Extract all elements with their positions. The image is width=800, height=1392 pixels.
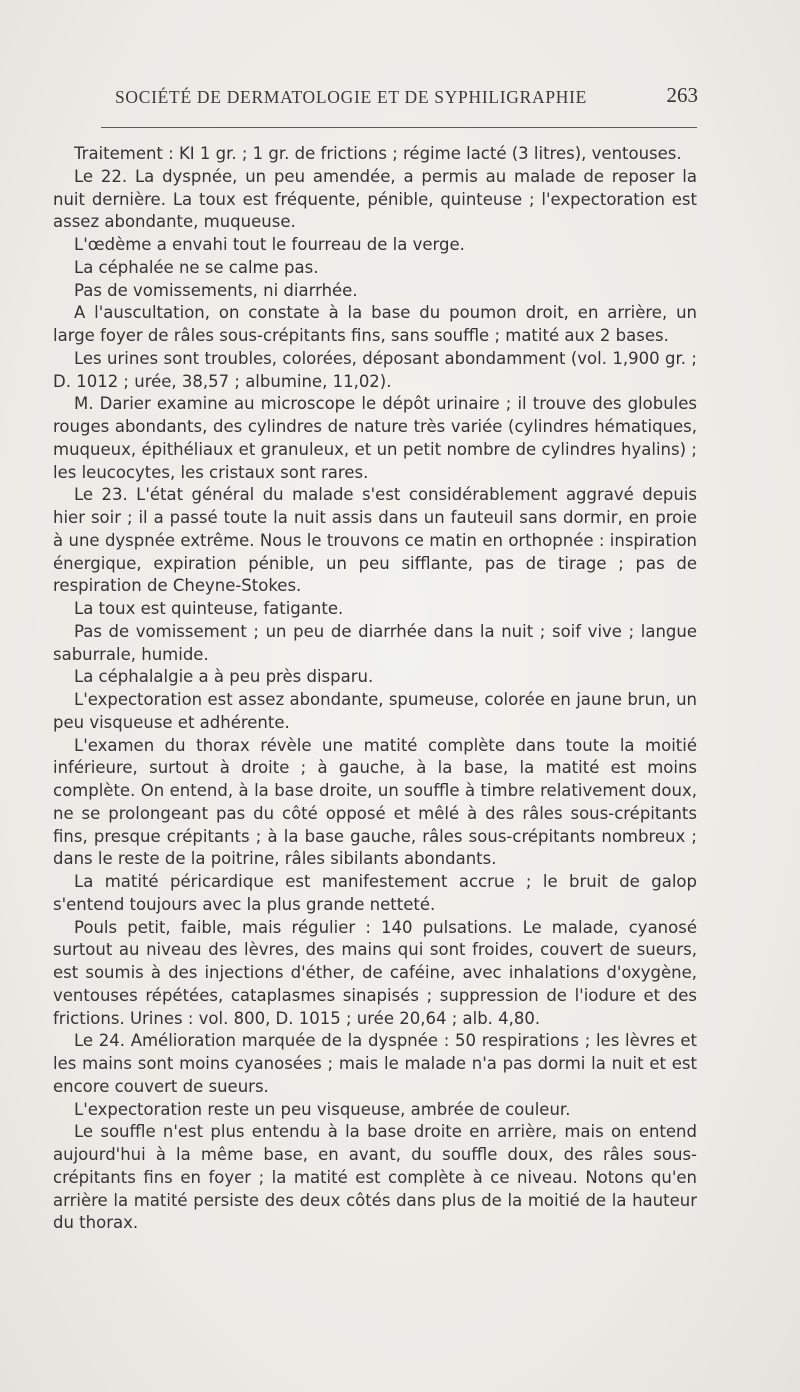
paragraph-matite-pericardique: La matité péricardique est manifestement accrue ; le bruit de galop s'entend toujours avec la plus grande netteté. [53,872,697,914]
paragraph-urines: Les urines sont troubles, colorées, déposant abondamment (vol. 1,900 gr. ; D. 1012 ; urée, 38,57 ; albumine, 11,02). [53,348,697,391]
paragraph-expectoration: L'expectoration est assez abondante, spumeuse, colorée en jaune brun, un peu visqueuse et adhérente. [53,690,697,732]
paragraph-day-22: Le 22. La dyspnée, un peu amendée, a permis au malade de reposer la nuit dernière. La toux est fréquente, pénible, quinteuse ; l'expectoration est assez abondante, muqueuse. [53,166,697,232]
paragraph-vomissement-diarrhee: Pas de vomissement ; un peu de diarrhée dans la nuit ; soif vive ; langue saburrale, humide. [53,621,697,664]
paragraph-expectoration-ambree: L'expectoration reste un peu visqueuse, ambrée de couleur. [74,1099,571,1119]
header-rule [101,127,697,128]
paragraph-oedema: L'œdème a envahi tout le fourreau de la verge. [74,235,465,254]
paragraph-toux: La toux est quinteuse, fatigante. [74,599,344,618]
paragraph-cephalalgie: La céphalalgie a à peu près disparu. [74,667,374,687]
body-text [53,143,697,1235]
page-number: 263 [666,83,698,107]
paragraph-day-23: Le 23. L'état général du malade s'est considérablement aggravé depuis hier soir ; il a passé toute la nuit assis dans un fauteuil sans dormir, en proie à une dyspnée extrême. Nous le trouvons ce matin en orthopnée : inspiration énergique, expiration pénible, un peu sifflante, pas de tirage ; pas de respiration de Cheyne-Stokes. [53,485,697,596]
paragraph-examen-thorax: L'examen du thorax révèle une matité complète dans toute la moitié inférieure, surtout à droite ; à gauche, à la base, la matité est moins complète. On entend, à la base droite, un souffle à timbre relativement doux, ne se prolongeant pas du côté opposé et mêlé à des râles sous-crépitants fins, presque crépitants ; à la base gauche, râles sous-crépitants nombreux ; dans le reste de la poitrine, râles sibilants abondants. [53,735,697,869]
paragraph-auscultation: A l'auscultation, on constate à la base du poumon droit, en arrière, un large foyer de râles sous-crépitants fins, sans souffle ; matité aux 2 bases. [53,303,697,345]
page-header [115,83,698,113]
paragraph-treatment: Traitement : KI 1 gr. ; 1 gr. de frictions ; régime lacté (3 litres), ventouses. [74,144,682,163]
paragraph-vomissements: Pas de vomissements, ni diarrhée. [74,280,358,300]
paragraph-souffle: Le souffle n'est plus entendu à la base droite en arrière, mais on entend aujourd'hui à la même base, en avant, du souffle doux, des râles sous-crépitants fins en foyer ; la matité est complète à ce niveau. Notons qu'en arrière la matité persiste des deux côtés dans plus de la moitié de la hauteur du thorax. [53,1122,697,1233]
paragraph-microscope: M. Darier examine au microscope le dépôt urinaire ; il trouve des globules rouges abondants, des cylindres de nature très variée (cylindres hématiques, muqueux, épithéliaux et granuleux, et un petit nombre de cylindres hyalins) ; les leucocytes, les cristaux sont rares. [53,394,697,482]
running-title: SOCIÉTÉ DE DERMATOLOGIE ET DE SYPHILIGRAPHIE [115,87,588,107]
paragraph-pouls: Pouls petit, faible, mais régulier : 140 pulsations. Le malade, cyanosé surtout au niveau des lèvres, des mains qui sont froides, couvert de sueurs, est soumis à des injections d'éther, de caféine, avec inhalations d'oxygène, ventouses répétées, cataplasmes sinapisés ; suppression de l'iodure et des frictions. Urines : vol. 800, D. 1015 ; urée 20,64 ; alb. 4,80. [53,917,697,1028]
paragraph-day-24: Le 24. Amélioration marquée de la dyspnée : 50 respirations ; les lèvres et les mains sont moins cyanosées ; mais le malade n'a pas dormi la nuit et est encore couvert de sueurs. [53,1031,697,1096]
paragraph-cephalee: La céphalée ne se calme pas. [74,257,319,277]
